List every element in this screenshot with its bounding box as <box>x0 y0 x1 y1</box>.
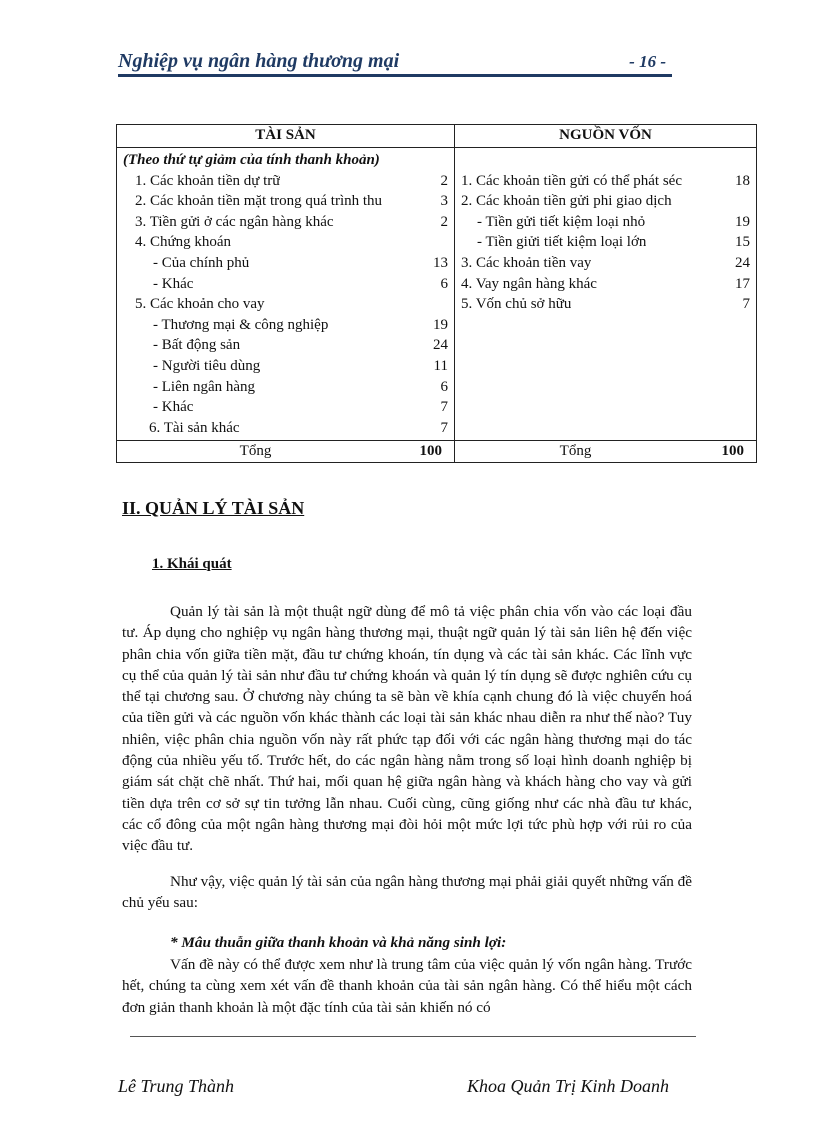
liabilities-cell <box>455 148 757 441</box>
total-label: Tổng <box>239 443 272 460</box>
balance-sheet-table <box>116 124 757 463</box>
header-rule <box>118 74 672 77</box>
body-paragraph: Quản lý tài sản là một thuật ngữ dùng để mô tả việc phân chia vốn vào các loại đầu tư. Áp dụng cho nghiệp vụ ngân hàng thương mại, thuật ngữ quản lý tài sản liên hệ đến việc phân chia vốn giữa tiền mặt, đầu tư chứng khoán, tín dụng và các tài sản khác. Các lĩnh vực cụ thể của quản lý tài sản như đầu tư chứng khoán và quản lý tín dụng sẽ được nghiên cứu cụ thể tại chương sau. Ở chương này chúng ta sẽ bàn về khía cạnh chung đó là việc chuyển hoá của tiền gửi và các nguồn vốn khác thành các loại tài sản khác nhau diễn ra như thế nào? Tuy nhiên, việc phân chia nguồn vốn này rất phức tạp đối với các ngân hàng thương mại do tác động của nhiều yếu tố. Trước hết, do các ngân hàng nằm trong số loại hình doanh nghiệp bị giám sát chặt chẽ nhất. Thứ hai, mối quan hệ giữa ngân hàng và khách hàng cho vay và gửi tiền dựa trên cơ sở sự tin tưởng lẫn nhau. Cuối cùng, cũng giống như các nhà đầu tư khác, các cổ đông của một ngân hàng thương mại đòi hỏi một mức lợi tức phù hợp với rủi ro của việc đầu tư. <box>122 603 692 855</box>
asset-row: - Liên ngân hàng 6 <box>153 378 448 395</box>
header-title: Nghiệp vụ ngân hàng thương mại <box>118 50 400 72</box>
liabilities-header: NGUỒN VỐN <box>455 125 757 148</box>
section-title: II. QUẢN LÝ TÀI SẢN <box>122 498 305 518</box>
assets-header: TÀI SẢN <box>117 125 455 148</box>
asset-row: 6. Tài sản khác 7 <box>149 419 448 436</box>
page-header <box>118 48 672 76</box>
assets-total-cell <box>117 441 455 463</box>
liability-row: - Tiền giửi tiết kiệm loại lớn 15 <box>477 234 750 251</box>
asset-row: 1. Các khoản tiền dự trữ 2 <box>135 172 448 189</box>
liability-row: 4. Vay ngân hàng khác 17 <box>461 275 750 292</box>
body-paragraph: Vấn đề này có thể được xem như là trung tâm của việc quản lý vốn ngân hàng. Trước hết, chúng ta cùng xem xét vấn đề thanh khoản của tài sản ngân hàng. Có thể hiểu một cách đơn giản thanh khoản là một đặc tính của tài sản khiến nó có <box>122 956 692 1016</box>
liability-row: 1. Các khoản tiền gửi có thể phát séc 18 <box>461 172 750 189</box>
asset-row: 3. Tiền gửi ở các ngân hàng khác 2 <box>135 213 448 230</box>
assets-total: 100 <box>419 443 442 460</box>
liquidity-note: (Theo thứ tự giảm của tính thanh khoản) <box>123 152 380 168</box>
liability-row: 5. Vốn chủ sở hữu 7 <box>461 296 750 313</box>
asset-row: - Của chính phủ 13 <box>153 254 448 271</box>
liabilities-total: 100 <box>721 443 744 460</box>
asset-row: - Thương mại & công nghiệp 19 <box>153 316 448 333</box>
asset-row: - Bất động sản 24 <box>153 337 448 354</box>
body-paragraph: Như vậy, việc quản lý tài sản của ngân hàng thương mại phải giải quyết những vấn đề chủ yếu sau: <box>122 873 692 912</box>
subsection-title: 1. Khái quát <box>152 556 232 572</box>
asset-row: 2. Các khoản tiền mặt trong quá trình thu 3 <box>135 193 448 210</box>
asset-row: - Người tiêu dùng 11 <box>153 357 448 374</box>
footer-author: Lê Trung Thành <box>118 1076 235 1096</box>
page-number: - 16 - <box>629 52 666 71</box>
asset-row: - Khác 7 <box>153 399 448 416</box>
footer-department: Khoa Quản Trị Kinh Doanh <box>467 1076 670 1096</box>
total-label: Tổng <box>559 443 592 460</box>
liability-row: 3. Các khoản tiền vay 24 <box>461 254 750 271</box>
asset-row: 4. Chứng khoán <box>135 234 232 251</box>
asset-row: 5. Các khoản cho vay <box>135 296 265 313</box>
liability-row: 2. Các khoản tiền gửi phi giao dịch <box>461 193 672 210</box>
liabilities-total-cell <box>455 441 757 463</box>
assets-cell <box>117 148 455 441</box>
footer-rule <box>130 1036 696 1037</box>
asset-row: - Khác 6 <box>153 275 448 292</box>
subheading: * Mâu thuẫn giữa thanh khoản và khả năng sinh lợi: <box>170 934 507 951</box>
liability-row: - Tiền gửi tiết kiệm loại nhỏ 19 <box>477 213 750 230</box>
